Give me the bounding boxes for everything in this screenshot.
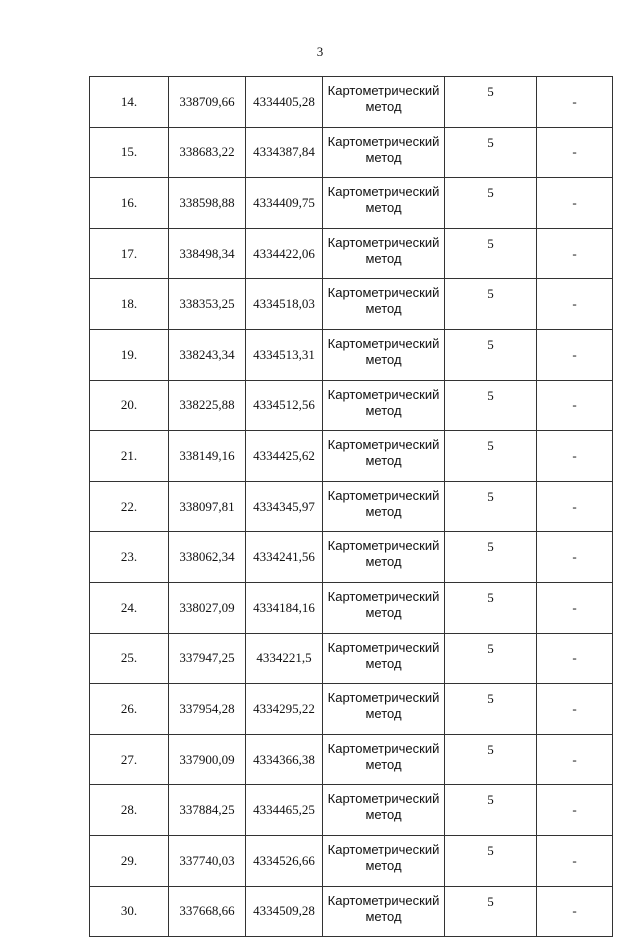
method-cell [323, 77, 445, 128]
accuracy-cell: 5 [445, 178, 537, 229]
method-line-2: метод [365, 706, 402, 722]
point-number-cell: 29. [90, 835, 169, 886]
table-row [90, 380, 613, 431]
x-coordinate-cell: 338062,34 [169, 532, 246, 583]
point-number-cell: 22. [90, 481, 169, 532]
method-cell [323, 279, 445, 330]
method-line-1: Картометрический [327, 791, 440, 807]
y-coordinate-cell: 4334295,22 [246, 684, 323, 735]
x-coordinate-cell: 338598,88 [169, 178, 246, 229]
method-line-2: метод [365, 301, 402, 317]
table-row [90, 431, 613, 482]
x-coordinate-cell: 337900,09 [169, 734, 246, 785]
accuracy-cell: 5 [445, 127, 537, 178]
point-number-cell: 21. [90, 431, 169, 482]
y-coordinate-cell: 4334241,56 [246, 532, 323, 583]
x-coordinate-cell: 338683,22 [169, 127, 246, 178]
method-line-1: Картометрический [327, 437, 440, 453]
table-row [90, 178, 613, 229]
x-coordinate-cell: 338149,16 [169, 431, 246, 482]
table-row [90, 734, 613, 785]
method-line-2: метод [365, 351, 402, 367]
accuracy-cell: 5 [445, 785, 537, 836]
method-line-1: Картометрический [327, 386, 440, 402]
method-cell [323, 886, 445, 937]
note-cell: - [537, 734, 613, 785]
method-cell [323, 431, 445, 482]
y-coordinate-cell: 4334425,62 [246, 431, 323, 482]
x-coordinate-cell: 337947,25 [169, 633, 246, 684]
method-line-2: метод [365, 99, 402, 114]
method-line-2: метод [365, 250, 402, 266]
x-coordinate-cell: 338097,81 [169, 481, 246, 532]
table-row [90, 481, 613, 532]
method-cell [323, 127, 445, 178]
method-cell [323, 633, 445, 684]
y-coordinate-cell: 4334184,16 [246, 582, 323, 633]
note-cell: - [537, 633, 613, 684]
note-cell: - [537, 431, 613, 482]
x-coordinate-cell: 337740,03 [169, 835, 246, 886]
y-coordinate-cell: 4334518,03 [246, 279, 323, 330]
method-line-1: Картометрический [327, 83, 440, 98]
method-line-2: метод [365, 554, 402, 570]
note-cell: - [537, 532, 613, 583]
note-cell: - [537, 380, 613, 431]
accuracy-cell: 5 [445, 886, 537, 937]
method-line-1: Картометрический [327, 184, 440, 200]
table-row [90, 77, 613, 128]
x-coordinate-cell: 338243,34 [169, 329, 246, 380]
table-row [90, 785, 613, 836]
y-coordinate-cell: 4334409,75 [246, 178, 323, 229]
x-coordinate-cell: 338709,66 [169, 77, 246, 128]
table-row [90, 684, 613, 735]
method-line-2: метод [365, 655, 402, 671]
x-coordinate-cell: 338498,34 [169, 228, 246, 279]
method-line-1: Картометрический [327, 285, 440, 301]
point-number-cell: 25. [90, 633, 169, 684]
point-number-cell: 20. [90, 380, 169, 431]
accuracy-cell: 5 [445, 380, 537, 431]
point-number-cell: 18. [90, 279, 169, 330]
method-line-2: метод [365, 857, 402, 873]
method-line-2: метод [365, 200, 402, 216]
y-coordinate-cell: 4334465,25 [246, 785, 323, 836]
accuracy-cell: 5 [445, 633, 537, 684]
note-cell: - [537, 835, 613, 886]
note-cell: - [537, 329, 613, 380]
accuracy-cell: 5 [445, 684, 537, 735]
method-cell [323, 532, 445, 583]
accuracy-cell: 5 [445, 329, 537, 380]
point-number-cell: 17. [90, 228, 169, 279]
note-cell: - [537, 886, 613, 937]
table-row [90, 835, 613, 886]
method-cell [323, 734, 445, 785]
y-coordinate-cell: 4334526,66 [246, 835, 323, 886]
table-row [90, 582, 613, 633]
accuracy-cell: 5 [445, 77, 537, 128]
y-coordinate-cell: 4334387,84 [246, 127, 323, 178]
method-line-1: Картометрический [327, 639, 440, 655]
method-cell [323, 835, 445, 886]
method-cell [323, 785, 445, 836]
accuracy-cell: 5 [445, 279, 537, 330]
method-line-1: Картометрический [327, 740, 440, 756]
note-cell: - [537, 228, 613, 279]
x-coordinate-cell: 337668,66 [169, 886, 246, 937]
point-number-cell: 26. [90, 684, 169, 735]
method-line-1: Картометрический [327, 892, 440, 908]
y-coordinate-cell: 4334221,5 [246, 633, 323, 684]
method-line-2: метод [365, 908, 402, 924]
method-line-1: Картометрический [327, 538, 440, 554]
accuracy-cell: 5 [445, 582, 537, 633]
y-coordinate-cell: 4334345,97 [246, 481, 323, 532]
y-coordinate-cell: 4334513,31 [246, 329, 323, 380]
point-number-cell: 15. [90, 127, 169, 178]
table-row [90, 532, 613, 583]
point-number-cell: 24. [90, 582, 169, 633]
method-line-2: метод [365, 756, 402, 772]
point-number-cell: 19. [90, 329, 169, 380]
y-coordinate-cell: 4334512,56 [246, 380, 323, 431]
y-coordinate-cell: 4334422,06 [246, 228, 323, 279]
method-cell [323, 178, 445, 229]
point-number-cell: 28. [90, 785, 169, 836]
method-line-1: Картометрический [327, 588, 440, 604]
x-coordinate-cell: 338225,88 [169, 380, 246, 431]
method-cell [323, 684, 445, 735]
table-row [90, 127, 613, 178]
method-cell [323, 481, 445, 532]
method-line-1: Картометрический [327, 335, 440, 351]
note-cell: - [537, 127, 613, 178]
point-number-cell: 27. [90, 734, 169, 785]
x-coordinate-cell: 338353,25 [169, 279, 246, 330]
table-row [90, 329, 613, 380]
method-line-1: Картометрический [327, 133, 440, 149]
note-cell: - [537, 582, 613, 633]
method-cell [323, 582, 445, 633]
point-number-cell: 30. [90, 886, 169, 937]
table-row [90, 886, 613, 937]
x-coordinate-cell: 337884,25 [169, 785, 246, 836]
note-cell: - [537, 481, 613, 532]
method-line-2: метод [365, 807, 402, 823]
method-line-2: метод [365, 503, 402, 519]
note-cell: - [537, 785, 613, 836]
method-line-2: метод [365, 604, 402, 620]
note-cell: - [537, 684, 613, 735]
method-cell [323, 329, 445, 380]
accuracy-cell: 5 [445, 835, 537, 886]
coordinates-table [89, 76, 613, 937]
point-number-cell: 14. [90, 77, 169, 128]
method-line-2: метод [365, 149, 402, 165]
accuracy-cell: 5 [445, 481, 537, 532]
coordinates-table-body [90, 77, 613, 937]
method-line-2: метод [365, 453, 402, 469]
method-line-1: Картометрический [327, 841, 440, 857]
x-coordinate-cell: 338027,09 [169, 582, 246, 633]
note-cell: - [537, 279, 613, 330]
table-row [90, 228, 613, 279]
method-cell [323, 228, 445, 279]
table-row [90, 279, 613, 330]
x-coordinate-cell: 337954,28 [169, 684, 246, 735]
method-line-1: Картометрический [327, 690, 440, 706]
accuracy-cell: 5 [445, 228, 537, 279]
note-cell: - [537, 178, 613, 229]
page-number: 3 [316, 44, 324, 59]
point-number-cell: 23. [90, 532, 169, 583]
accuracy-cell: 5 [445, 734, 537, 785]
y-coordinate-cell: 4334405,28 [246, 77, 323, 128]
method-cell [323, 380, 445, 431]
note-cell: - [537, 77, 613, 128]
accuracy-cell: 5 [445, 431, 537, 482]
accuracy-cell: 5 [445, 532, 537, 583]
method-line-1: Картометрический [327, 234, 440, 250]
point-number-cell: 16. [90, 178, 169, 229]
method-line-1: Картометрический [327, 487, 440, 503]
y-coordinate-cell: 4334366,38 [246, 734, 323, 785]
method-line-2: метод [365, 402, 402, 418]
y-coordinate-cell: 4334509,28 [246, 886, 323, 937]
table-row [90, 633, 613, 684]
